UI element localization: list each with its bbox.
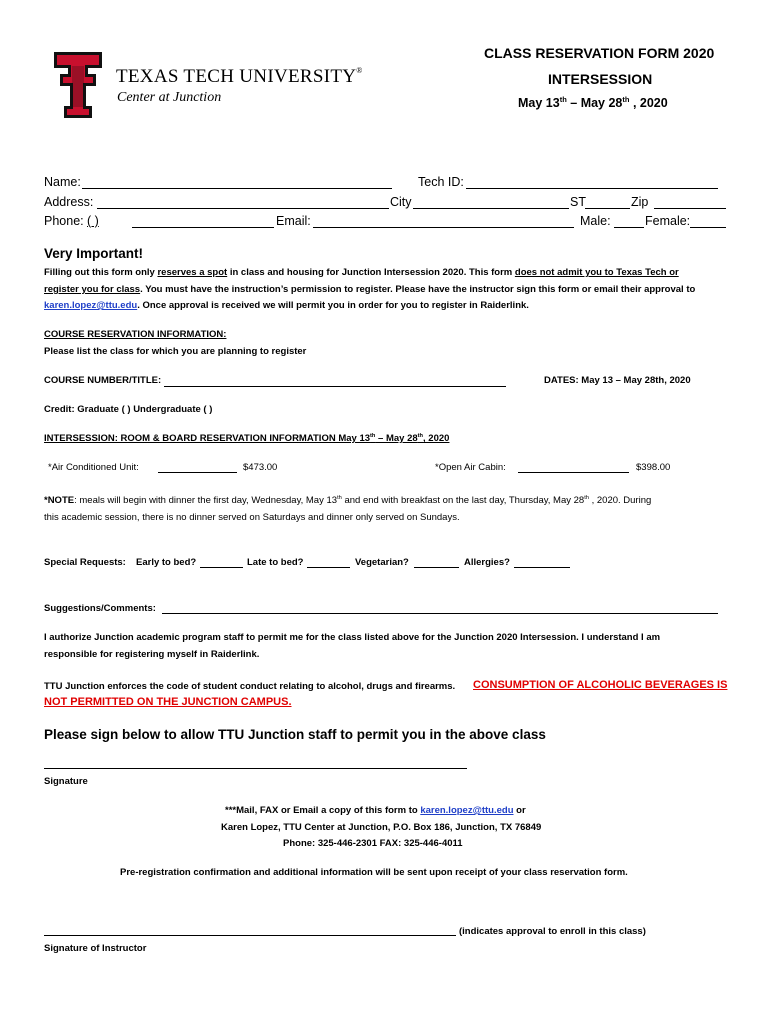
- center-name: Center at Junction: [117, 90, 222, 105]
- important-text-b: reserves a spot: [157, 267, 228, 278]
- important-line-2: [44, 284, 695, 295]
- late-bed-label: Late to bed?: [247, 557, 304, 568]
- mail-address: Karen Lopez, TTU Center at Junction, P.O. Box 186, Junction, TX 76849: [221, 822, 542, 833]
- open-air-field[interactable]: [518, 472, 629, 473]
- authorize-line-2: responsible for registering myself in Raiderlink.: [44, 649, 260, 660]
- address-label: Address:: [44, 195, 94, 209]
- st-field[interactable]: [585, 208, 630, 209]
- note-sup-2: th: [584, 494, 589, 501]
- room-sup-2: th: [417, 432, 424, 439]
- student-signature-label: Signature: [44, 776, 88, 787]
- form-dates: [518, 96, 668, 110]
- zip-field[interactable]: [654, 208, 726, 209]
- important-heading: Very Important!: [44, 246, 144, 261]
- course-instruction: Please list the class for which you are planning to register: [44, 346, 307, 357]
- suggestions-field[interactable]: [162, 613, 718, 614]
- mail-line-1: [225, 805, 526, 816]
- open-air-price: $398.00: [636, 462, 671, 473]
- important-text-c: in class and housing for Junction Intersession 2020. This form: [227, 267, 515, 278]
- important-text-d: does not admit you to Texas Tech or: [514, 267, 679, 278]
- room-heading: [44, 433, 449, 444]
- phone-area-code[interactable]: ( ): [87, 214, 99, 228]
- allergies-label: Allergies?: [464, 557, 510, 568]
- course-dates: DATES: May 13 – May 28th, 2020: [544, 375, 691, 386]
- instructor-signature-label: Signature of Instructor: [44, 943, 147, 954]
- form-title: CLASS RESERVATION FORM 2020: [484, 45, 715, 61]
- note-sup-1: th: [337, 494, 342, 501]
- mail-email-link[interactable]: karen.lopez@ttu.edu: [420, 805, 514, 816]
- female-label: Female:: [645, 214, 691, 228]
- ttu-logo: [52, 50, 104, 120]
- dates-part-b: – May 28: [566, 96, 623, 110]
- course-heading: COURSE RESERVATION INFORMATION:: [44, 329, 227, 340]
- email-field[interactable]: [313, 227, 574, 228]
- university-name: [116, 66, 363, 88]
- room-heading-a: INTERSESSION: ROOM & BOARD RESERVATION INFORMATION May 13: [44, 433, 371, 444]
- dates-part-a: May 13: [518, 96, 560, 110]
- meal-note-line-1: [44, 495, 651, 506]
- sign-heading: Please sign below to allow TTU Junction staff to permit you in the above class: [44, 727, 546, 742]
- st-label: ST: [570, 195, 586, 209]
- note-text-a: : meals will begin with dinner the first day, Wednesday, May 13: [74, 495, 338, 506]
- important-text-a: Filling out this form only: [44, 267, 158, 278]
- student-signature-field[interactable]: [44, 768, 467, 769]
- important-line-1: [44, 267, 679, 278]
- form-subtitle: INTERSESSION: [548, 71, 653, 87]
- female-field[interactable]: [690, 227, 726, 228]
- ac-unit-field[interactable]: [158, 472, 237, 473]
- registered-mark: ®: [356, 66, 363, 75]
- authorize-line-1: I authorize Junction academic program staff to permit me for the class listed above for the Junction 2020 Intersession. I understand I am: [44, 632, 661, 643]
- early-bed-label: Early to bed?: [136, 557, 197, 568]
- alcohol-warning-1: CONSUMPTION OF ALCOHOLIC BEVERAGES IS: [473, 679, 728, 691]
- important-text-f: . You must have the instruction’s permission to register. Please have the instructor sign this form or email their approval to: [140, 284, 696, 295]
- email-link[interactable]: karen.lopez@ttu.edu: [44, 300, 138, 311]
- note-text-c: , 2020. During: [588, 495, 652, 506]
- early-bed-field[interactable]: [200, 567, 243, 568]
- tech-id-label: Tech ID:: [418, 175, 464, 189]
- important-text-e: register you for class: [44, 284, 141, 295]
- course-number-label: COURSE NUMBER/TITLE:: [44, 375, 162, 386]
- city-label: City: [390, 195, 412, 209]
- ac-unit-price: $473.00: [243, 462, 278, 473]
- credit-options[interactable]: Credit: Graduate ( ) Undergraduate ( ): [44, 404, 213, 415]
- suggestions-label: Suggestions/Comments:: [44, 603, 156, 614]
- tech-id-field[interactable]: [466, 188, 718, 189]
- dates-part-c: , 2020: [629, 96, 668, 110]
- mail-text-a: ***Mail, FAX or Email a copy of this form to: [225, 805, 421, 816]
- phone-field[interactable]: [132, 227, 274, 228]
- vegetarian-label: Vegetarian?: [355, 557, 409, 568]
- late-bed-field[interactable]: [307, 567, 350, 568]
- address-field[interactable]: [97, 208, 389, 209]
- mail-phone-fax: Phone: 325-446-2301 FAX: 325-446-4011: [283, 838, 463, 849]
- room-heading-b: – May 28: [375, 433, 418, 444]
- vegetarian-field[interactable]: [414, 567, 459, 568]
- alcohol-warning-2: NOT PERMITTED ON THE JUNCTION CAMPUS.: [44, 696, 292, 708]
- room-heading-c: , 2020: [423, 433, 450, 444]
- name-label: Name:: [44, 175, 81, 189]
- course-number-field[interactable]: [164, 386, 506, 387]
- important-line-3: [44, 300, 529, 311]
- note-bold: *NOTE: [44, 495, 75, 506]
- instructor-signature-field[interactable]: [44, 935, 456, 936]
- note-text-b: and end with breakfast on the last day, Thursday, May 28: [341, 495, 585, 506]
- email-label: Email:: [276, 214, 311, 228]
- prereg-note: Pre-registration confirmation and additional information will be sent upon receipt of your class reservation form.: [120, 867, 628, 878]
- mail-text-b: or: [513, 805, 526, 816]
- room-sup-1: th: [370, 432, 376, 439]
- allergies-field[interactable]: [514, 567, 570, 568]
- conduct-text: TTU Junction enforces the code of student conduct relating to alcohol, drugs and firearms.: [44, 681, 456, 692]
- university-name-text: TEXAS TECH UNIVERSITY: [116, 66, 357, 87]
- double-t-logo-icon: [52, 50, 104, 120]
- male-field[interactable]: [614, 227, 644, 228]
- zip-label: Zip: [631, 195, 649, 209]
- city-field[interactable]: [413, 208, 569, 209]
- name-field[interactable]: [82, 188, 392, 189]
- important-text-g: . Once approval is received we will permit you in order for you to register in Raiderlink.: [137, 300, 529, 311]
- meal-note-line-2: this academic session, there is no dinner served on Saturdays and dinner only served on Sundays.: [44, 512, 460, 523]
- ac-unit-label: *Air Conditioned Unit:: [48, 462, 139, 473]
- dates-sup-1: th: [559, 94, 567, 104]
- open-air-label: *Open Air Cabin:: [435, 462, 506, 473]
- dates-sup-2: th: [622, 94, 630, 104]
- instructor-approval-note: (indicates approval to enroll in this class): [459, 926, 646, 937]
- special-requests-label: Special Requests:: [44, 557, 126, 568]
- male-label: Male:: [580, 214, 611, 228]
- phone-label: Phone:: [44, 214, 84, 228]
